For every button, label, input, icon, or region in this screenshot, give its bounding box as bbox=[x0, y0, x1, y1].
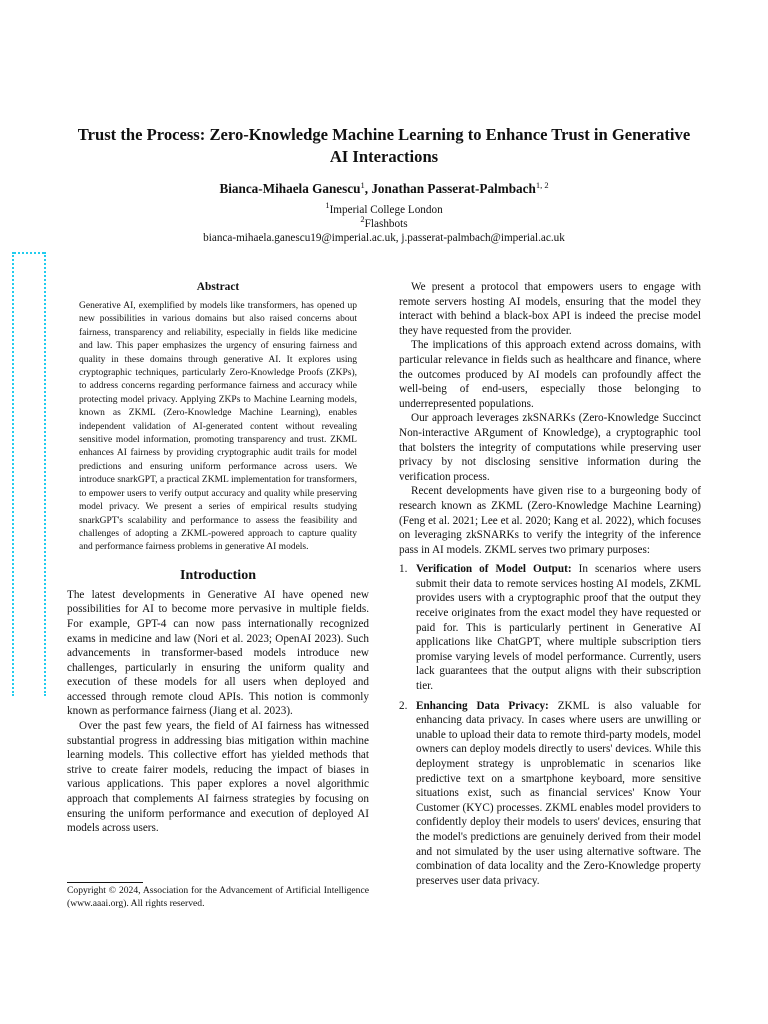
author-name: Jonathan Passerat-Palmbach bbox=[371, 181, 536, 196]
author-list bbox=[70, 181, 698, 197]
author-emails: bianca-mihaela.ganescu19@imperial.ac.uk, j.passerat-palmbach@imperial.ac.uk bbox=[203, 232, 565, 244]
abstract-text: Generative AI, exemplified by models like transformers, has opened up new possibilities in various domains but also raised concerns about fairness, transparency and reliability, especially in fields like medicine and law. This paper emphasizes the urgency of ensuring fairness and quality in these domains through generative AI. It explores using cryptographic techniques, particularly Zero-Knowledge Proofs (ZKPs), to address concerns regarding performance fairness and accuracy while protecting model privacy. Applying ZKPs to Machine Learning models, known as ZKML (Zero-Knowledge Machine Learning), enables independent validation of AI-generated content without revealing sensitive model information, promoting transparency and trust. ZKML enhances AI fairness by providing cryptographic audit trails for model predictions and ensuring uniform performance across users. We introduce snarkGPT, a practical ZKML implementation for transformers, to empower users to verify output accuracy and quality while preserving model privacy. We present a series of empirical results studying snarkGPT's scalability and performance to assess the feasibility and challenges of adopting a ZKML-powered approach to capture quality and performance fairness problems in generative AI models. bbox=[79, 301, 357, 553]
left-column bbox=[67, 280, 369, 836]
list-item-text: In scenarios where users submit their data to remote services hosting AI models, ZKML provides users with a cryptographic proof that the output they receive originates from the exact model they have requested or paid for. This is particularly pertinent in Generative AI applications like ChatGPT, where multiple subscription tiers promise varying levels of model performance. Currently, users lack guarantees that the output aligns with their subscription tier. bbox=[416, 563, 701, 693]
body-paragraph: Recent developments have given rise to a burgeoning body of research known as ZKML (Zero-Knowledge Machine Learning) (Feng et al. 2021; Lee et al. 2020; Kang et al. 2022), which focuses on leveraging zkSNARKs to verify the integrity of the inference pass in AI models. ZKML serves two primary purposes: bbox=[399, 485, 701, 556]
body-paragraph: The implications of this approach extend across domains, with particular relevance in fields such as healthcare and finance, where the outcomes produced by AI models can profoundly affect the well-being of end-users, especially those belonging to underrepresented populations. bbox=[399, 339, 701, 410]
affiliation-line: $^1$Imperial College London bbox=[325, 200, 443, 216]
list-number: 1. bbox=[399, 563, 408, 576]
footnote-rule bbox=[67, 882, 143, 883]
paper-title: Trust the Process: Zero-Knowledge Machine Learning to Enhance Trust in Generative AI Interactions bbox=[77, 125, 691, 166]
affiliations bbox=[70, 200, 698, 245]
body-paragraph: Over the past few years, the field of AI fairness has witnessed substantial progress in addressing bias mitigation within machine learning models. This collective effort has yielded methods that strive to create fairer models, reducing the impact of biases in various applications. This paper explores a novel algorithmic approach that complements AI fairness strategies by focusing on ensuring the uniform performance and execution of deployed AI models across users. bbox=[67, 720, 369, 835]
arxiv-watermark-frame bbox=[12, 252, 46, 696]
list-item bbox=[399, 562, 701, 693]
list-item-lead: Verification of Model Output: bbox=[416, 563, 572, 576]
body-paragraph: We present a protocol that empowers users to engage with remote servers hosting AI models, ensuring that the model they interact with behind a black-box API is indeed the precise model they have requested from the provider. bbox=[399, 281, 701, 337]
list-item bbox=[399, 699, 701, 889]
author-name: Bianca-Mihaela Ganescu bbox=[219, 181, 361, 196]
abstract-heading: Abstract bbox=[196, 281, 240, 293]
list-item-lead: Enhancing Data Privacy: bbox=[416, 699, 549, 712]
purpose-list bbox=[399, 562, 701, 888]
copyright-footnote: Copyright © 2024, Association for the Advancement of Artificial Intelligence (www.aaai.org). All rights reserved. bbox=[67, 885, 369, 909]
author-affil-marker: 1 bbox=[360, 180, 365, 190]
body-paragraph: Our approach leverages zkSNARKs (Zero-Knowledge Succinct Non-interactive ARgument of Knowledge), a cryptographic tool that bolsters the integrity of computations while preserving user privacy by not disclosing sensitive information during the verification process. bbox=[399, 412, 701, 483]
section-heading-introduction: Introduction bbox=[180, 567, 256, 583]
author-affil-marker: 1, 2 bbox=[535, 180, 549, 190]
author-separator: , bbox=[364, 181, 372, 196]
affiliation-line: $^2$Flashbots bbox=[360, 214, 408, 230]
arxiv-watermark-top-edge bbox=[14, 252, 44, 254]
list-number: 2. bbox=[399, 699, 408, 712]
right-column bbox=[399, 280, 701, 893]
list-item-text: ZKML is also valuable for enhancing data privacy. In cases where users are unwilling or unable to upload their data to remote third-party models, model owners can deploy models directly to users' devices. While this deployment strategy is unproblematic in scenarios like predictive text on a smartphone keyboard, more sensitive situations exist, such as financial services' Know Your Customer (KYC) processes. ZKML enables model providers to confidently deploy their models to users' devices, ensuring that the model's predictions are genuinely derived from their model and not simulated by the user using alternative software. The combination of data locality and the Zero-Knowledge property preserves user data privacy. bbox=[416, 699, 702, 887]
body-paragraph: The latest developments in Generative AI have opened new possibilities for AI to become more pervasive in multiple fields. For example, GPT-4 can now pass internationally recognized exams in medicine and law (Nori et al. 2023; OpenAI 2023). Such advancements in transformer-based models introduce new challenges, particularly in ensuring the uniform quality and execution of these models for all users when deployed and accessed through remote cloud APIs. This notion is commonly known as performance fairness (Jiang et al. 2023). bbox=[67, 588, 369, 718]
